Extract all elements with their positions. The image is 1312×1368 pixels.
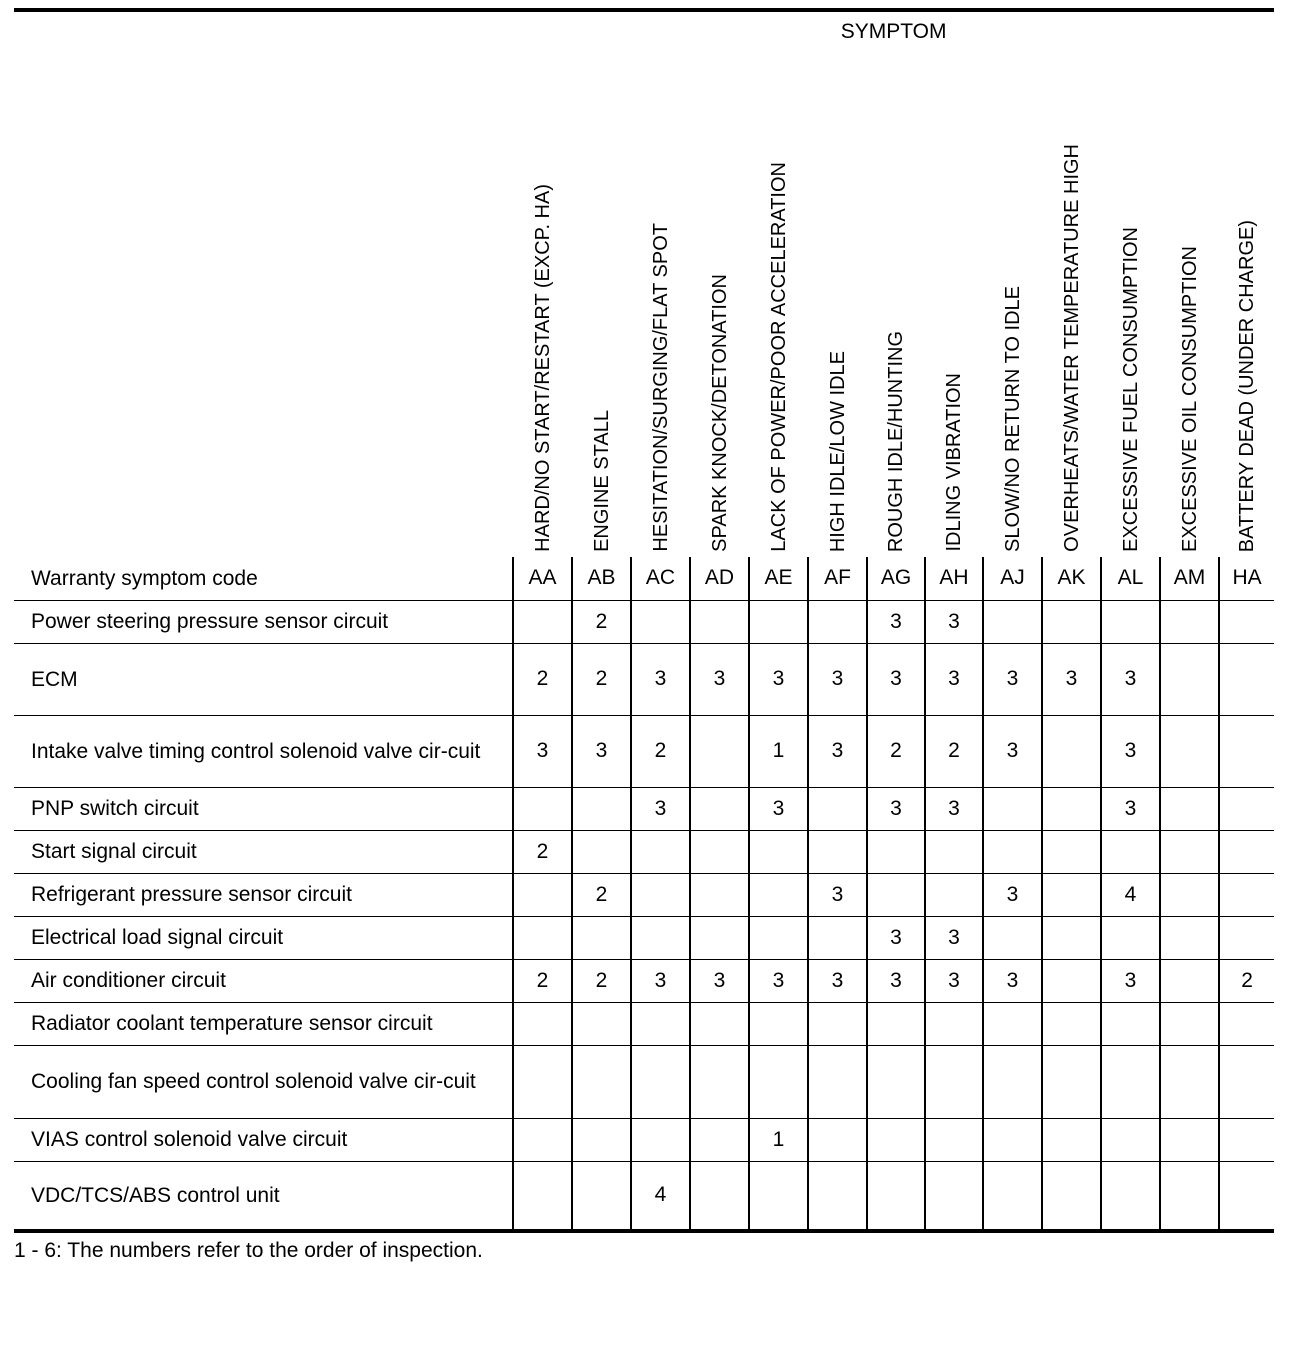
symptom-header-cell	[1219, 52, 1274, 557]
matrix-cell: AE	[749, 557, 808, 600]
matrix-cell	[572, 1045, 631, 1118]
matrix-cell	[925, 873, 983, 916]
matrix-cell	[1101, 916, 1160, 959]
symptom-header-cell	[1101, 52, 1160, 557]
matrix-cell	[1160, 830, 1219, 873]
matrix-cell	[867, 1045, 925, 1118]
matrix-cell: 2	[513, 830, 572, 873]
matrix-cell	[1101, 1045, 1160, 1118]
matrix-cell: AL	[1101, 557, 1160, 600]
matrix-cell	[631, 600, 690, 643]
table-row	[14, 715, 1274, 787]
matrix-cell	[1219, 916, 1274, 959]
matrix-cell: AJ	[983, 557, 1042, 600]
matrix-cell	[1042, 830, 1101, 873]
matrix-cell	[690, 830, 749, 873]
matrix-cell: 3	[808, 715, 867, 787]
symptom-header-label: ENGINE STALL	[590, 410, 613, 552]
matrix-cell: 3	[1101, 959, 1160, 1002]
table-row	[14, 643, 1274, 715]
matrix-cell: 3	[690, 959, 749, 1002]
symptom-header-label: ROUGH IDLE/HUNTING	[885, 330, 907, 552]
matrix-cell	[513, 1002, 572, 1045]
matrix-cell	[749, 830, 808, 873]
matrix-cell	[983, 1118, 1042, 1161]
matrix-cell	[1219, 643, 1274, 715]
matrix-cell	[1219, 1045, 1274, 1118]
table-row	[14, 600, 1274, 643]
matrix-cell	[1219, 1161, 1274, 1231]
row-label: Cooling fan speed control solenoid valve cir-cuit	[14, 1045, 513, 1118]
matrix-cell	[808, 787, 867, 830]
matrix-cell	[983, 1002, 1042, 1045]
matrix-cell: 3	[808, 873, 867, 916]
footnote: 1 - 6: The numbers refer to the order of inspection.	[14, 1239, 483, 1262]
matrix-cell	[983, 1161, 1042, 1231]
matrix-cell	[1219, 600, 1274, 643]
matrix-cell	[690, 1118, 749, 1161]
matrix-cell	[1101, 1161, 1160, 1231]
matrix-cell	[1042, 715, 1101, 787]
table-row	[14, 959, 1274, 1002]
matrix-cell: 4	[631, 1161, 690, 1231]
matrix-cell	[1042, 916, 1101, 959]
matrix-cell	[1160, 643, 1219, 715]
matrix-cell	[1042, 1002, 1101, 1045]
matrix-cell	[513, 1161, 572, 1231]
symptom-header-cell	[925, 52, 983, 557]
table-row	[14, 787, 1274, 830]
matrix-cell: 3	[631, 787, 690, 830]
matrix-cell: 3	[631, 959, 690, 1002]
matrix-cell	[925, 830, 983, 873]
matrix-cell	[749, 1161, 808, 1231]
symptom-header-label: HIGH IDLE/LOW IDLE	[826, 350, 849, 552]
matrix-cell	[1160, 1045, 1219, 1118]
symptom-header-label: HARD/NO START/RESTART (EXCP. HA)	[531, 184, 554, 552]
symptom-header-cell	[749, 52, 808, 557]
matrix-cell	[1101, 600, 1160, 643]
matrix-cell: 3	[867, 959, 925, 1002]
matrix-cell	[1219, 830, 1274, 873]
matrix-cell	[690, 715, 749, 787]
symptom-header-label: EXCESSIVE OIL CONSUMPTION	[1178, 246, 1201, 552]
symptom-header-label: HESITATION/SURGING/FLAT SPOT	[649, 223, 672, 552]
symptom-header-cell	[867, 52, 925, 557]
matrix-cell: AA	[513, 557, 572, 600]
matrix-cell	[690, 1161, 749, 1231]
matrix-cell: 3	[572, 715, 631, 787]
matrix-cell: 3	[925, 959, 983, 1002]
matrix-cell: 3	[749, 643, 808, 715]
warranty-code-row	[14, 557, 1274, 600]
matrix-cell	[749, 873, 808, 916]
matrix-cell: 2	[513, 959, 572, 1002]
matrix-cell: HA	[1219, 557, 1274, 600]
matrix-cell	[1219, 1002, 1274, 1045]
matrix-cell: 3	[925, 600, 983, 643]
matrix-cell	[749, 1045, 808, 1118]
matrix-cell: 3	[867, 643, 925, 715]
matrix-cell	[690, 873, 749, 916]
symptom-header-cell	[572, 52, 631, 557]
matrix-cell	[631, 830, 690, 873]
matrix-cell: 3	[1101, 643, 1160, 715]
matrix-cell	[1160, 916, 1219, 959]
matrix-cell	[808, 916, 867, 959]
matrix-cell	[867, 1002, 925, 1045]
matrix-cell: 3	[867, 600, 925, 643]
row-label: PNP switch circuit	[14, 787, 513, 830]
matrix-cell	[690, 1045, 749, 1118]
matrix-cell: 3	[1042, 643, 1101, 715]
matrix-cell: 3	[808, 643, 867, 715]
matrix-cell	[631, 873, 690, 916]
matrix-cell	[1042, 873, 1101, 916]
row-label: Intake valve timing control solenoid valve cir-cuit	[14, 715, 513, 787]
matrix-cell	[925, 1002, 983, 1045]
matrix-cell: 3	[867, 787, 925, 830]
table-row	[14, 1118, 1274, 1161]
matrix-cell: 1	[749, 715, 808, 787]
table-row	[14, 1002, 1274, 1045]
matrix-cell	[1219, 873, 1274, 916]
matrix-cell	[1219, 715, 1274, 787]
matrix-cell: 2	[631, 715, 690, 787]
matrix-cell	[1042, 959, 1101, 1002]
matrix-cell	[513, 873, 572, 916]
matrix-cell	[983, 916, 1042, 959]
matrix-cell: AD	[690, 557, 749, 600]
matrix-cell: AK	[1042, 557, 1101, 600]
matrix-cell	[867, 873, 925, 916]
matrix-cell	[983, 787, 1042, 830]
matrix-cell	[983, 600, 1042, 643]
matrix-cell	[690, 787, 749, 830]
symptom-header-label: SPARK KNOCK/DETONATION	[708, 274, 731, 552]
matrix-cell: 3	[690, 643, 749, 715]
matrix-cell: AF	[808, 557, 867, 600]
symptom-header-cell	[983, 52, 1042, 557]
matrix-cell	[925, 1161, 983, 1231]
matrix-cell: AH	[925, 557, 983, 600]
matrix-cell: 2	[572, 643, 631, 715]
matrix-cell: 3	[925, 787, 983, 830]
matrix-cell: 3	[925, 916, 983, 959]
matrix-cell	[1160, 1118, 1219, 1161]
symptom-header-cell	[631, 52, 690, 557]
matrix-cell	[749, 600, 808, 643]
symptom-header-cell	[513, 52, 572, 557]
symptom-header-label: LACK OF POWER/POOR ACCELERATION	[767, 162, 790, 552]
matrix-cell	[572, 830, 631, 873]
matrix-cell	[808, 600, 867, 643]
matrix-cell	[1160, 873, 1219, 916]
symptom-header-cell	[1042, 52, 1101, 557]
matrix-cell	[1042, 787, 1101, 830]
matrix-cell: 1	[749, 1118, 808, 1161]
matrix-cell	[925, 1118, 983, 1161]
symptom-header-cell	[1160, 52, 1219, 557]
matrix-cell	[1160, 1002, 1219, 1045]
matrix-cell: 2	[513, 643, 572, 715]
matrix-cell	[631, 1002, 690, 1045]
row-label: Air conditioner circuit	[14, 959, 513, 1002]
matrix-cell: 2	[925, 715, 983, 787]
matrix-cell	[513, 1118, 572, 1161]
matrix-body	[14, 557, 1274, 1231]
matrix-cell: 2	[572, 600, 631, 643]
matrix-cell	[1219, 787, 1274, 830]
matrix-cell	[1160, 959, 1219, 1002]
row-label: Start signal circuit	[14, 830, 513, 873]
matrix-cell: 3	[983, 643, 1042, 715]
matrix-cell	[690, 600, 749, 643]
matrix-cell: 3	[513, 715, 572, 787]
row-label: Power steering pressure sensor circuit	[14, 600, 513, 643]
matrix-cell: 3	[983, 715, 1042, 787]
matrix-cell	[631, 1118, 690, 1161]
matrix-cell	[1160, 715, 1219, 787]
symptom-header-label: IDLING VIBRATION	[943, 373, 965, 552]
symptom-header-cell	[808, 52, 867, 557]
matrix-cell	[572, 787, 631, 830]
row-label: Refrigerant pressure sensor circuit	[14, 873, 513, 916]
matrix-cell	[1042, 600, 1101, 643]
matrix-cell	[1160, 1161, 1219, 1231]
matrix-cell	[572, 1002, 631, 1045]
row-label: VIAS control solenoid valve circuit	[14, 1118, 513, 1161]
matrix-cell	[749, 916, 808, 959]
symptom-header-label: BATTERY DEAD (UNDER CHARGE)	[1235, 219, 1258, 552]
matrix-cell	[572, 916, 631, 959]
matrix-cell: 4	[1101, 873, 1160, 916]
table-row	[14, 1161, 1274, 1231]
matrix-cell: 3	[749, 959, 808, 1002]
matrix-cell: 3	[749, 787, 808, 830]
matrix-cell	[1042, 1045, 1101, 1118]
matrix-cell	[867, 830, 925, 873]
symptom-matrix-table	[14, 8, 1274, 1233]
matrix-cell: 2	[867, 715, 925, 787]
matrix-cell: 3	[867, 916, 925, 959]
table-row	[14, 830, 1274, 873]
matrix-cell	[1101, 1002, 1160, 1045]
matrix-cell	[690, 916, 749, 959]
matrix-cell	[1101, 1118, 1160, 1161]
table-row	[14, 916, 1274, 959]
matrix-cell: 2	[572, 873, 631, 916]
row-label: Electrical load signal circuit	[14, 916, 513, 959]
matrix-cell	[808, 1118, 867, 1161]
matrix-cell	[808, 830, 867, 873]
header-blank-cell	[14, 10, 513, 557]
table-row	[14, 873, 1274, 916]
matrix-cell: 3	[983, 959, 1042, 1002]
matrix-cell	[808, 1161, 867, 1231]
matrix-cell	[808, 1045, 867, 1118]
matrix-cell: AB	[572, 557, 631, 600]
matrix-cell	[572, 1118, 631, 1161]
symptom-group-header: SYMPTOM	[840, 20, 947, 43]
matrix-cell	[631, 916, 690, 959]
matrix-cell	[925, 1045, 983, 1118]
matrix-cell	[631, 1045, 690, 1118]
row-label: ECM	[14, 643, 513, 715]
matrix-cell: 2	[572, 959, 631, 1002]
row-label: Radiator coolant temperature sensor circuit	[14, 1002, 513, 1045]
symptom-header-label: SLOW/NO RETURN TO IDLE	[1001, 286, 1024, 552]
matrix-cell	[983, 1045, 1042, 1118]
matrix-cell	[1042, 1118, 1101, 1161]
matrix-cell	[749, 1002, 808, 1045]
matrix-cell: AM	[1160, 557, 1219, 600]
matrix-cell	[1160, 600, 1219, 643]
matrix-cell	[513, 916, 572, 959]
row-label: Warranty symptom code	[14, 557, 513, 600]
matrix-cell	[1160, 787, 1219, 830]
matrix-cell	[513, 1045, 572, 1118]
matrix-cell	[808, 1002, 867, 1045]
matrix-cell: AC	[631, 557, 690, 600]
matrix-cell: 3	[925, 643, 983, 715]
matrix-cell: AG	[867, 557, 925, 600]
matrix-cell: 2	[1219, 959, 1274, 1002]
matrix-cell	[1042, 1161, 1101, 1231]
symptom-header-label: OVERHEATS/WATER TEMPERATURE HIGH	[1060, 144, 1083, 552]
matrix-cell	[513, 787, 572, 830]
row-label: VDC/TCS/ABS control unit	[31, 1183, 280, 1207]
table-row	[14, 1045, 1274, 1118]
matrix-cell: 3	[631, 643, 690, 715]
matrix-cell	[983, 830, 1042, 873]
matrix-cell: 3	[1101, 787, 1160, 830]
matrix-cell	[572, 1161, 631, 1231]
matrix-cell: 3	[983, 873, 1042, 916]
matrix-cell	[690, 1002, 749, 1045]
matrix-cell	[513, 600, 572, 643]
matrix-cell	[867, 1118, 925, 1161]
matrix-cell: 3	[808, 959, 867, 1002]
symptom-header-cell	[690, 52, 749, 557]
matrix-cell	[1219, 1118, 1274, 1161]
symptom-header-label: EXCESSIVE FUEL CONSUMPTION	[1119, 227, 1142, 552]
matrix-cell: 3	[1101, 715, 1160, 787]
matrix-cell	[1101, 830, 1160, 873]
matrix-cell	[867, 1161, 925, 1231]
